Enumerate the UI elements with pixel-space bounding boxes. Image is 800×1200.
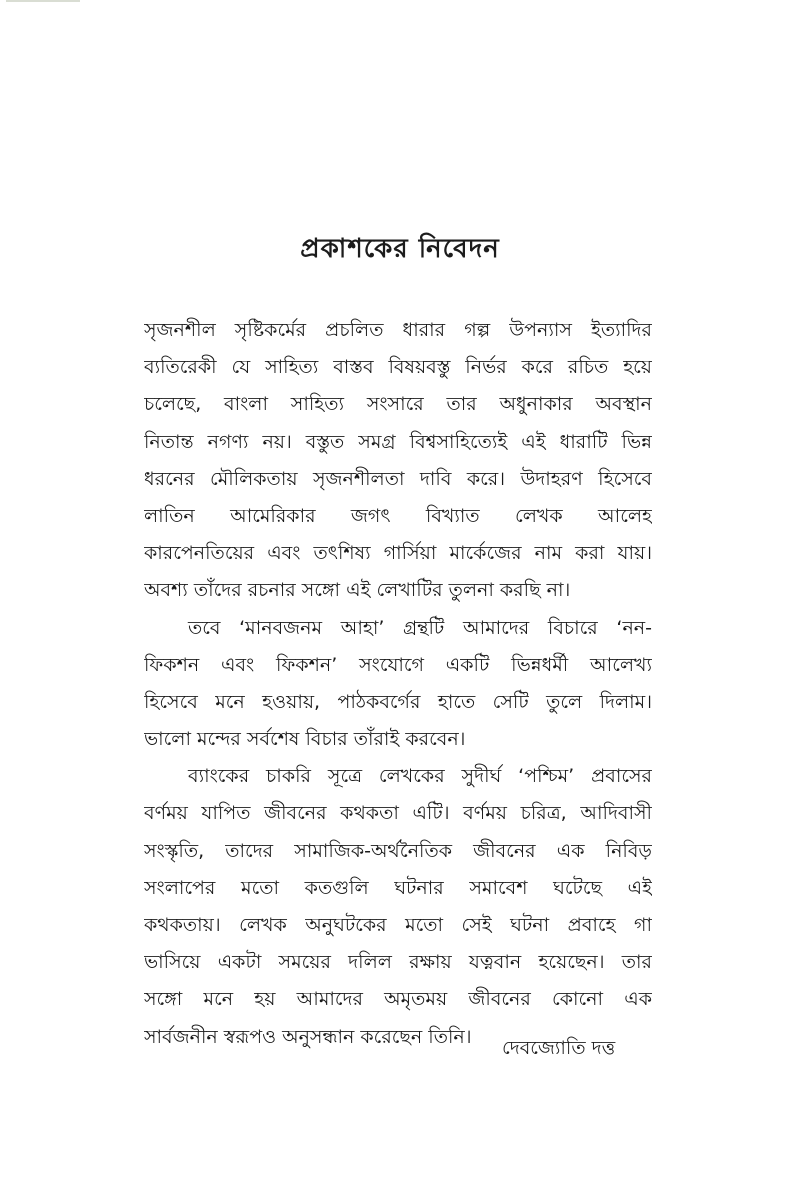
author-signature: দেবজ্যোতি দত্ত xyxy=(502,1037,616,1059)
text-line: সার্বজনীন স্বরূপও অনুসন্ধান করেছেন তিনি। xyxy=(144,1025,472,1048)
text-line: বর্ণময় যাপিত জীবনের কথকতা এটি। বর্ণময় চরিত্র, আদিবাসী xyxy=(144,802,652,825)
text-line: ফিকশন এবং ফিকশন’ সংযোগে একটি ভিন্নধর্মী আলেখ্য xyxy=(144,653,652,676)
text-line: সংস্কৃতি, তাদের সামাজিক-অর্থনৈতিক জীবনের এক নিবিড় xyxy=(144,839,652,862)
text-line: চলেছে, বাংলা সাহিত্য সংসারে তার অধুনাকার অবস্থান xyxy=(144,393,652,416)
text-line: কারপেনতিয়ের এবং তৎশিষ্য গার্সিয়া মার্কেজের নাম করা যায়। xyxy=(144,542,652,565)
paragraph-3 xyxy=(144,758,652,1056)
text-line: সৃজনশীল সৃষ্টিকর্মের প্রচলিত ধারার গল্প উপন্যাস ইত্যাদির xyxy=(144,319,652,341)
paragraph-2 xyxy=(144,610,652,759)
text-line: লাতিন আমেরিকার জগৎ বিখ্যাত লেখক আলেহ xyxy=(144,504,652,527)
text-line: তবে ‘মানবজনম আহা’ গ্রন্থটি আমাদের বিচারে ‘নন- xyxy=(188,616,652,639)
text-line: ভালো মন্দের সর্বশেষ বিচার তাঁরাই করবেন। xyxy=(144,728,466,751)
text-line: ধরনের মৌলিকতায় সৃজনশীলতা দাবি করে। উদাহরণ হিসেবে xyxy=(144,467,652,490)
text-line: সঙ্গো মনে হয় আমাদের অমৃতময় জীবনের কোনো এক xyxy=(144,988,652,1011)
paragraph-1 xyxy=(144,312,652,610)
text-line: অবশ্য তাঁদের রচনার সঙ্গো এই লেখাটির তুলনা করছি না। xyxy=(144,579,571,602)
page-title: প্রকাশকের নিবেদন xyxy=(300,234,500,264)
text-line: ব্যতিরেকী যে সাহিত্য বাস্তব বিষয়বস্তু নির্ভর করে রচিত হয়ে xyxy=(144,356,652,379)
text-line: ভাসিয়ে একটা সময়ের দলিল রক্ষায় যত্নবান হয়েছেন। তার xyxy=(144,951,652,974)
scan-edge-mark xyxy=(6,0,80,2)
text-line: নিতান্ত নগণ্য নয়। বস্তুত সমগ্র বিশ্বসাহিত্যেই এই ধারাটি ভিন্ন xyxy=(144,430,652,453)
text-line: ব্যাংকের চাকরি সূত্রে লেখকের সুদীর্ঘ ‘পশ্চিম’ প্রবাসের xyxy=(188,765,652,788)
text-line: সংলাপের মতো কতগুলি ঘটনার সমাবেশ ঘটেছে এই xyxy=(144,876,652,899)
text-line: হিসেবে মনে হওয়ায়, পাঠকবর্গের হাতে সেটি তুলে দিলাম। xyxy=(144,690,652,713)
publisher-note-body xyxy=(144,312,652,1056)
text-line: কথকতায়। লেখক অনুঘটকের মতো সেই ঘটনা প্রবাহে গা xyxy=(144,914,652,936)
